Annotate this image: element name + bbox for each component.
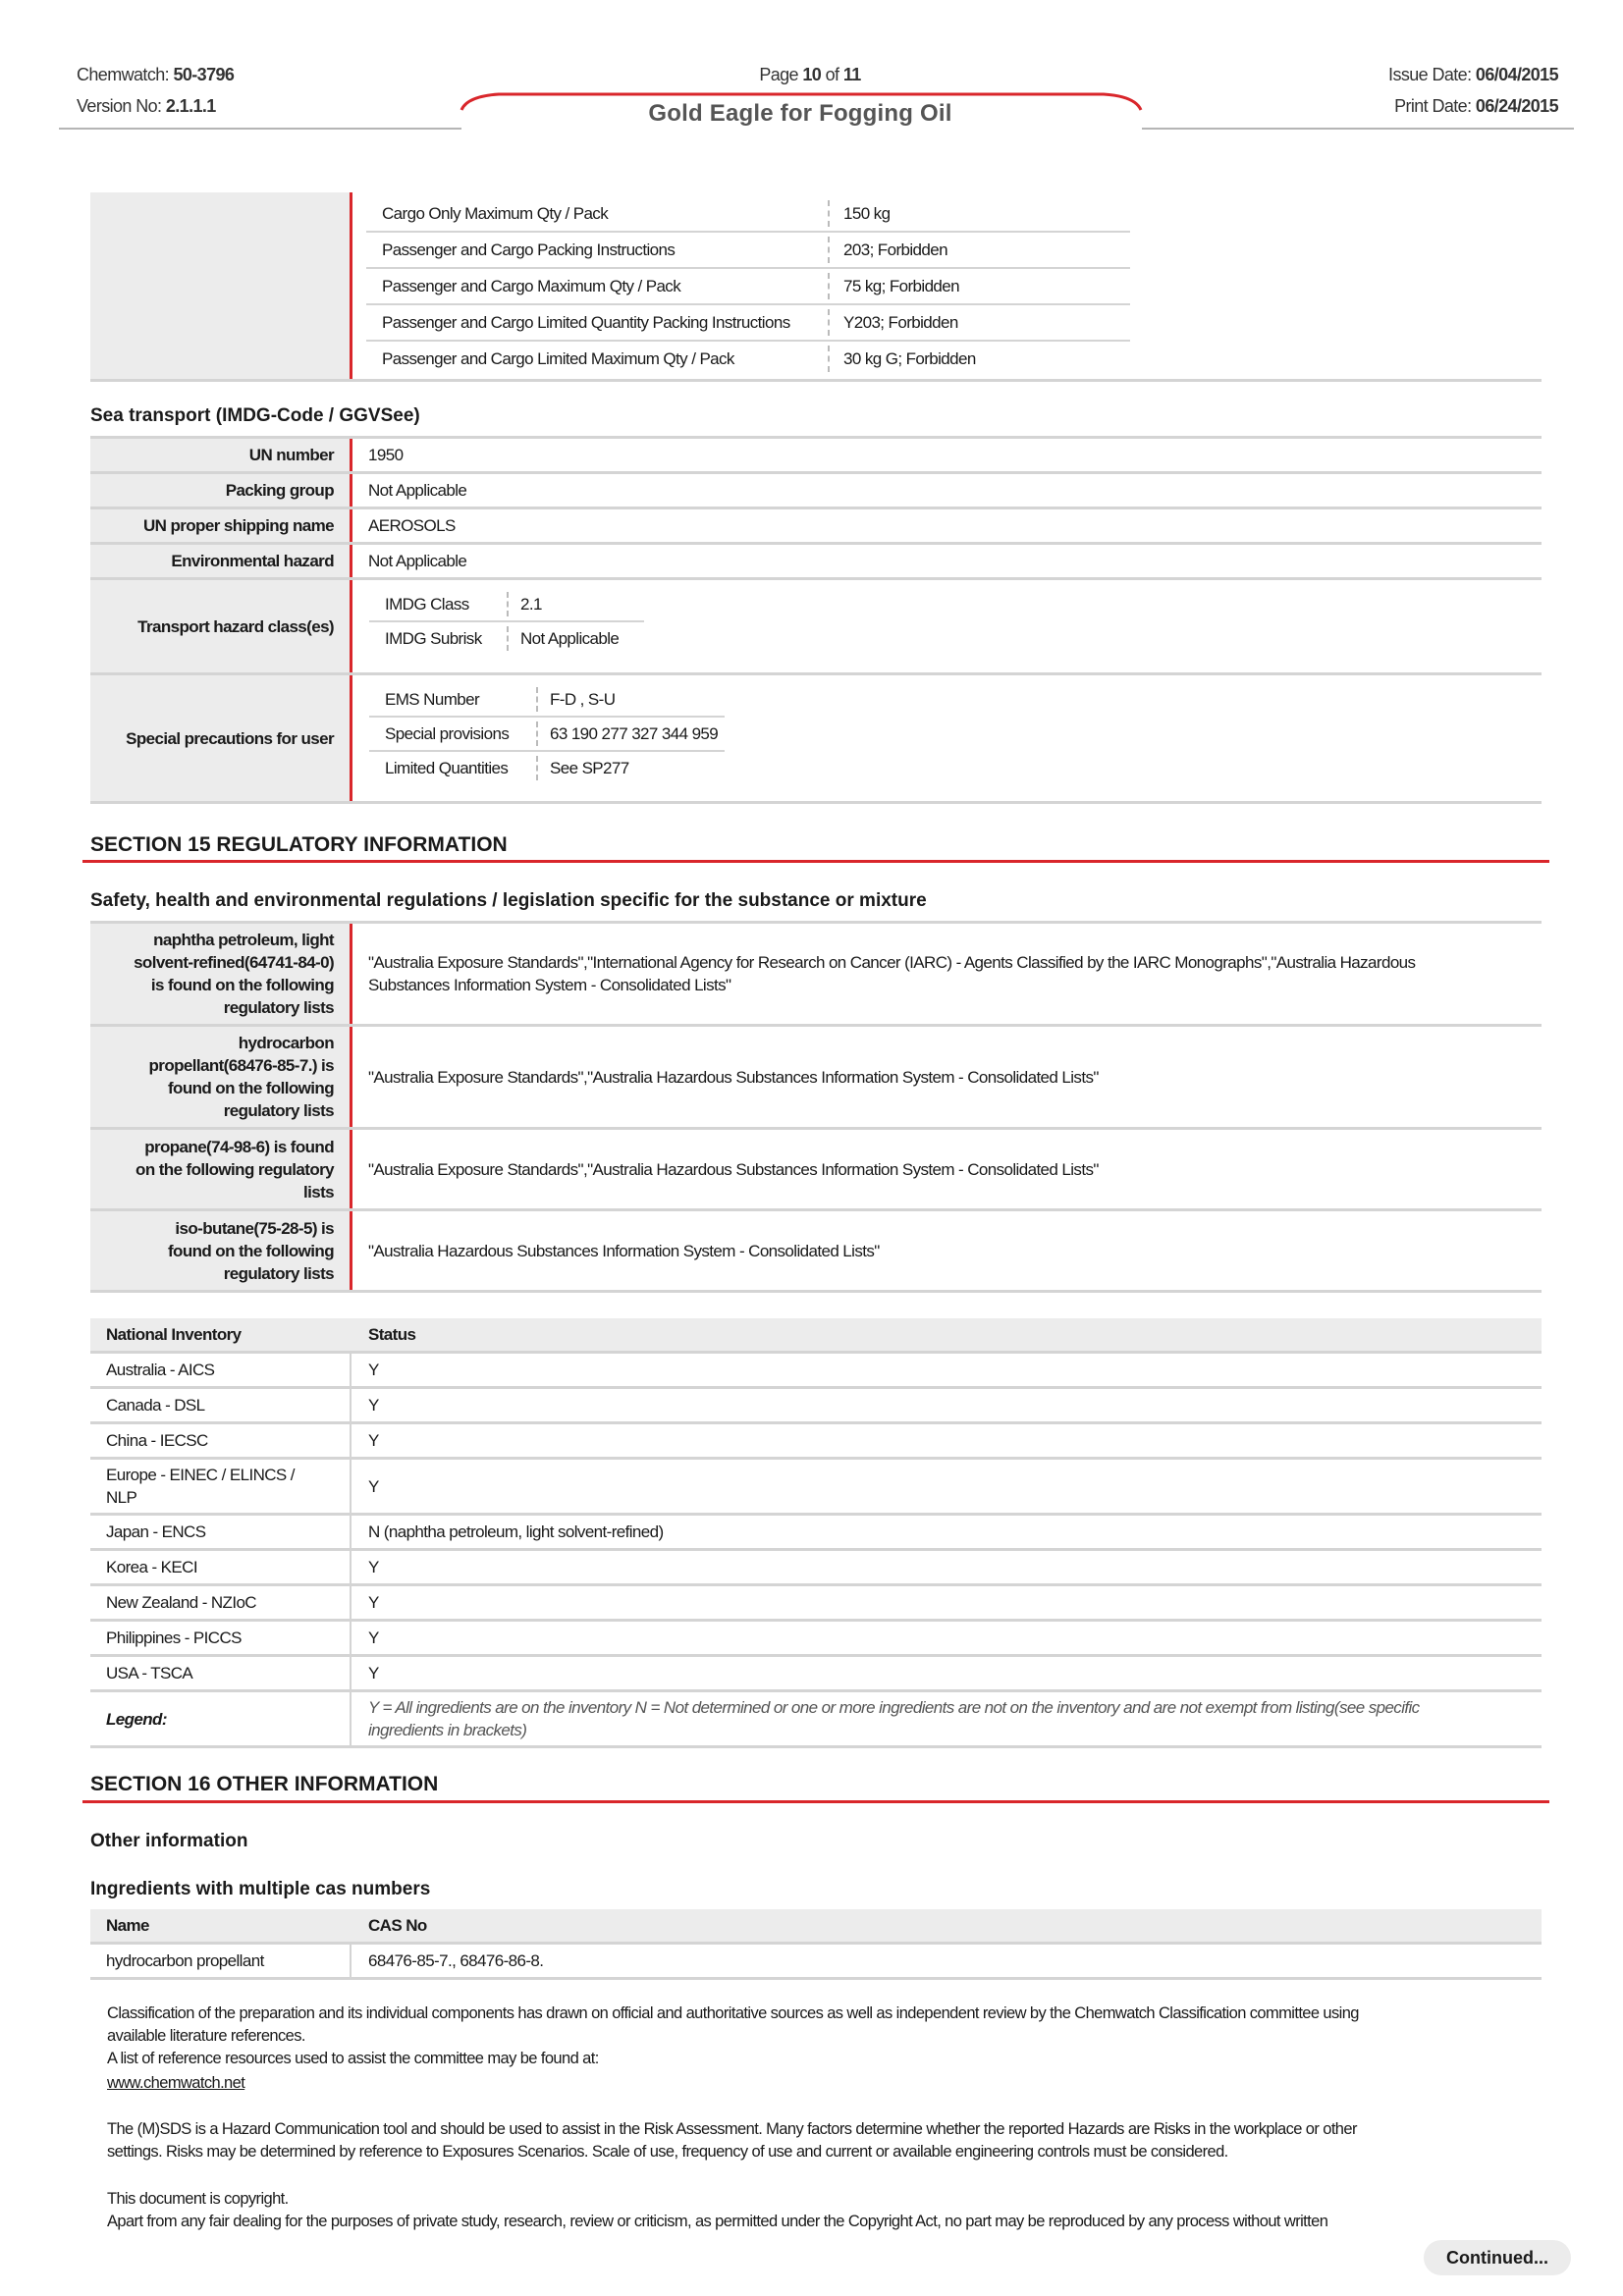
inventory-row: [90, 1424, 1542, 1457]
inventory-status: Y: [368, 1593, 379, 1612]
section-15-title: SECTION 15 REGULATORY INFORMATION: [90, 833, 508, 856]
air-transport-label-cell: [90, 192, 350, 379]
sea-row-label: Special precautions for user: [90, 675, 350, 801]
regulations-table: [90, 924, 1542, 1293]
version-number: [77, 96, 216, 117]
imdg-class-subtable-value: Not Applicable: [520, 629, 620, 648]
regulation-list-line: "Australia Hazardous Substances Information System - Consolidated Lists": [368, 1241, 880, 1260]
regulation-substance-line: solvent-refined(64741-84-0): [134, 953, 334, 972]
other-information-heading: Other information: [90, 1831, 248, 1851]
regulation-substance-line: propellant(68476-85-7.) is: [148, 1056, 334, 1075]
inventory-rule: [90, 1745, 1542, 1748]
classification-paragraph: [107, 2002, 1541, 2095]
regulations-subheading: Safety, health and environmental regulations / legislation specific for the substance or mixture: [90, 890, 927, 911]
air-transport-row: [366, 196, 1130, 231]
cas-ingredient-name: hydrocarbon propellant: [106, 1951, 264, 1970]
imdg-class-subtable-label: IMDG Class: [385, 595, 469, 614]
version-value: 2.1.1.1: [165, 96, 216, 116]
air-transport-row: [366, 233, 1130, 267]
copyright-line: This document is copyright.: [107, 2190, 289, 2208]
regulation-substance-line: propane(74-98-6) is found: [144, 1137, 334, 1156]
air-transport-row: [366, 342, 1130, 376]
print-date-value: 06/24/2015: [1475, 96, 1558, 116]
regulation-list-line: "Australia Exposure Standards","Australia Hazardous Substances Information System - Consolidated Lists": [368, 1067, 1099, 1087]
inventory-status: Y: [368, 1664, 379, 1682]
inventory-name-line: Australia - AICS: [106, 1361, 215, 1379]
regulation-substance-line: hydrocarbon: [238, 1034, 334, 1052]
inventory-name: [90, 1657, 350, 1689]
regulation-substance-label: [90, 1130, 350, 1208]
chemwatch-value: 50-3796: [173, 65, 235, 84]
page-total: 11: [842, 65, 861, 84]
precautions-subtable-label: Limited Quantities: [385, 759, 509, 777]
inventory-header-row: [90, 1318, 1542, 1351]
sea-row-label: UN proper shipping name: [90, 509, 350, 542]
regulation-lists: [352, 924, 1415, 1024]
cas-row: [90, 1945, 1542, 1977]
regulation-substance-line: lists: [302, 1182, 334, 1201]
precautions-subtable-row: [369, 683, 725, 716]
air-transport-row-label: Passenger and Cargo Maximum Qty / Pack: [382, 277, 681, 295]
sea-row: [90, 545, 1542, 577]
regulation-row: [90, 1211, 1542, 1290]
imdg-class-subtable: [352, 580, 644, 672]
regulation-substance-label: [90, 1027, 350, 1127]
inventory-name-line: New Zealand - NZIoC: [106, 1593, 256, 1612]
sea-row-label: UN number: [90, 439, 350, 471]
inventory-status: Y: [368, 1558, 379, 1576]
document-title: Gold Eagle for Fogging Oil: [648, 100, 952, 127]
air-transport-row-value: 203; Forbidden: [843, 240, 947, 259]
inventory-row: [90, 1354, 1542, 1386]
section-16-rule: [82, 1800, 1549, 1803]
air-transport-row-label: Passenger and Cargo Packing Instructions: [382, 240, 676, 259]
inventory-row: [90, 1389, 1542, 1421]
air-transport-row-value: 30 kg G; Forbidden: [843, 349, 976, 368]
inventory-name-line: Canada - DSL: [106, 1396, 205, 1415]
section-15-rule: [82, 860, 1549, 863]
classification-line: available literature references.: [107, 2027, 305, 2045]
regulation-substance-line: is found on the following: [150, 976, 334, 994]
header-rule-right: [1142, 128, 1574, 130]
inventory-status: Y: [368, 1629, 379, 1647]
msds-paragraph: [107, 2118, 1541, 2163]
inventory-name: [90, 1460, 350, 1513]
inventory-name-line: Korea - KECI: [106, 1558, 197, 1576]
regulation-substance-line: found on the following: [167, 1241, 334, 1260]
inventory-status: N (naphtha petroleum, light solvent-refined): [368, 1522, 664, 1541]
sea-row-value: 1950: [368, 446, 404, 464]
air-transport-row-label: Cargo Only Maximum Qty / Pack: [382, 204, 609, 223]
msds-line: settings. Risks may be determined by reference to Exposures Scenarios. Scale of use, frequency of use and current or available engineering controls must be considered.: [107, 2143, 1228, 2161]
chemwatch-link[interactable]: www.chemwatch.net: [107, 2074, 245, 2092]
air-transport-red-divider: [350, 192, 352, 379]
precautions-subtable-label: EMS Number: [385, 690, 480, 709]
issue-date: [1388, 65, 1558, 85]
imdg-class-subtable-row: [369, 588, 644, 620]
inventory-name-line: Europe - EINEC / ELINCS /: [106, 1466, 295, 1484]
national-inventory-table: [90, 1318, 1542, 1748]
copyright-line: Apart from any fair dealing for the purposes of private study, research, review or criticism, as permitted under the Copyright Act, no part may be reproduced by any process without written: [107, 2213, 1328, 2230]
issue-date-label: Issue Date:: [1388, 65, 1472, 84]
sea-row: [90, 509, 1542, 542]
page-number: 10: [802, 65, 822, 84]
continued-badge: Continued...: [1424, 2240, 1571, 2275]
inventory-name-line: NLP: [106, 1488, 137, 1507]
msds-line: The (M)SDS is a Hazard Communication tool and should be used to assist in the Risk Assessment. Many factors determine whether the reported Hazards are Risks in the workplace or other: [107, 2120, 1357, 2138]
inventory-name: [90, 1551, 350, 1583]
section-16-title: SECTION 16 OTHER INFORMATION: [90, 1773, 439, 1795]
inventory-name: [90, 1354, 350, 1386]
air-transport-row: [366, 269, 1130, 303]
air-transport-row-label: Passenger and Cargo Limited Maximum Qty / Pack: [382, 349, 734, 368]
imdg-class-subtable-row: [369, 622, 644, 655]
regulation-lists: [352, 1211, 880, 1290]
cas-header-casno: CAS No: [368, 1916, 427, 1935]
regulation-list-line: "Australia Exposure Standards","Australia Hazardous Substances Information System - Consolidated Lists": [368, 1159, 1099, 1179]
air-transport-row-value: Y203; Forbidden: [843, 313, 958, 332]
inventory-name-line: China - IECSC: [106, 1431, 208, 1450]
precautions-subtable-row: [369, 718, 725, 750]
copyright-paragraph: [107, 2188, 1541, 2233]
sea-row-rule: [90, 801, 1542, 804]
regulation-substance-line: naphtha petroleum, light: [153, 931, 334, 949]
regulation-row: [90, 1130, 1542, 1208]
sea-row-value: Not Applicable: [368, 481, 467, 500]
legend-label: Legend:: [106, 1709, 167, 1729]
air-transport-subtable: [366, 196, 1130, 376]
print-date: [1394, 96, 1558, 117]
inventory-name: [90, 1586, 350, 1619]
inventory-row: [90, 1586, 1542, 1619]
inventory-name: [90, 1424, 350, 1457]
header-rule-left: [59, 128, 461, 130]
air-transport-row-label: Passenger and Cargo Limited Quantity Packing Instructions: [382, 313, 790, 332]
issue-date-value: 06/04/2015: [1475, 65, 1558, 84]
regulation-substance-line: regulatory lists: [223, 1263, 334, 1283]
inventory-row: [90, 1657, 1542, 1689]
precautions-subtable-value: F-D , S-U: [550, 690, 616, 709]
regulation-substance-label: [90, 924, 350, 1024]
version-label: Version No:: [77, 96, 162, 116]
page-of: of: [825, 65, 839, 84]
air-transport-row-value: 75 kg; Forbidden: [843, 277, 959, 295]
chemwatch-label: Chemwatch:: [77, 65, 170, 84]
legend-line: Y = All ingredients are on the inventory N = Not determined or one or more ingredients are not on the inventory and are not exempt from listing(see specific: [368, 1698, 1420, 1717]
inventory-name-line: Philippines - PICCS: [106, 1629, 242, 1647]
regulation-lists: [352, 1027, 1099, 1127]
sea-row: [90, 439, 1542, 471]
classification-line: Classification of the preparation and its individual components has drawn on official and authoritative sources as well as independent review by the Chemwatch Classification committee using: [107, 2004, 1359, 2022]
inventory-header-col1: National Inventory: [106, 1325, 242, 1344]
inventory-status: Y: [368, 1431, 379, 1450]
precautions-subtable: [352, 675, 725, 801]
precautions-subtable-value: 63 190 277 327 344 959: [550, 724, 719, 743]
sea-row-label: Transport hazard class(es): [90, 580, 350, 672]
sea-row: [90, 580, 1542, 672]
inventory-name: [90, 1622, 350, 1654]
regulation-substance-line: regulatory lists: [223, 1101, 334, 1120]
inventory-status: Y: [368, 1476, 379, 1496]
sea-row-label: Environmental hazard: [90, 545, 350, 577]
page-label: Page: [759, 65, 798, 84]
print-date-label: Print Date:: [1394, 96, 1472, 116]
precautions-subtable-label: Special provisions: [385, 724, 510, 743]
inventory-row: [90, 1622, 1542, 1654]
ingredients-heading: Ingredients with multiple cas numbers: [90, 1879, 431, 1899]
regulation-row-rule: [90, 1290, 1542, 1293]
sea-row: [90, 474, 1542, 507]
sea-row: [90, 675, 1542, 801]
regulation-list-line: Substances Information System - Consolidated Lists": [368, 976, 731, 994]
regulation-substance-label: [90, 1211, 350, 1290]
regulation-substance-line: on the following regulatory: [135, 1159, 334, 1179]
legend-text: [352, 1692, 1420, 1745]
page-indicator: [687, 65, 933, 85]
regulation-list-line: "Australia Exposure Standards","International Agency for Research on Cancer (IARC) - Agents Classified by the IARC Monographs","Australia Hazardous: [368, 953, 1416, 972]
regulation-substance-line: regulatory lists: [223, 998, 334, 1017]
cas-rule: [90, 1977, 1542, 1980]
regulation-lists: [352, 1130, 1099, 1208]
inventory-status: Y: [368, 1396, 379, 1415]
regulation-substance-line: found on the following: [167, 1079, 334, 1097]
sea-row-value: AEROSOLS: [368, 516, 456, 535]
precautions-subtable-row: [369, 752, 725, 784]
regulation-substance-line: iso-butane(75-28-5) is: [175, 1218, 334, 1238]
cas-header-name: Name: [106, 1916, 149, 1935]
sea-row-label: Packing group: [90, 474, 350, 507]
regulation-row: [90, 1027, 1542, 1127]
sea-transport-heading: Sea transport (IMDG-Code / GGVSee): [90, 405, 420, 426]
inventory-name: [90, 1516, 350, 1548]
inventory-header-col2: Status: [368, 1325, 416, 1344]
inventory-row: [90, 1516, 1542, 1548]
precautions-subtable-value: See SP277: [550, 759, 629, 777]
air-transport-bottom-rule: [90, 379, 1542, 382]
inventory-legend-row: [90, 1692, 1542, 1745]
regulation-row: [90, 924, 1542, 1024]
air-transport-row-value: 150 kg: [843, 204, 891, 223]
cas-number-value: 68476-85-7., 68476-86-8.: [368, 1951, 544, 1970]
cas-numbers-table: [90, 1909, 1542, 1980]
inventory-name-line: USA - TSCA: [106, 1664, 193, 1682]
inventory-row: [90, 1551, 1542, 1583]
chemwatch-id: [77, 65, 234, 85]
inventory-status: Y: [368, 1361, 379, 1379]
inventory-name: [90, 1389, 350, 1421]
air-transport-row: [366, 305, 1130, 340]
legend-line: ingredients in brackets): [368, 1721, 527, 1739]
sea-row-value: Not Applicable: [368, 552, 467, 570]
imdg-class-subtable-label: IMDG Subrisk: [385, 629, 482, 648]
inventory-name-line: Japan - ENCS: [106, 1522, 206, 1541]
classification-line: A list of reference resources used to assist the committee may be found at:: [107, 2050, 599, 2067]
imdg-class-subtable-value: 2.1: [520, 595, 542, 614]
inventory-row: [90, 1460, 1542, 1513]
sea-transport-table: [90, 439, 1542, 804]
cas-header-row: [90, 1909, 1542, 1942]
